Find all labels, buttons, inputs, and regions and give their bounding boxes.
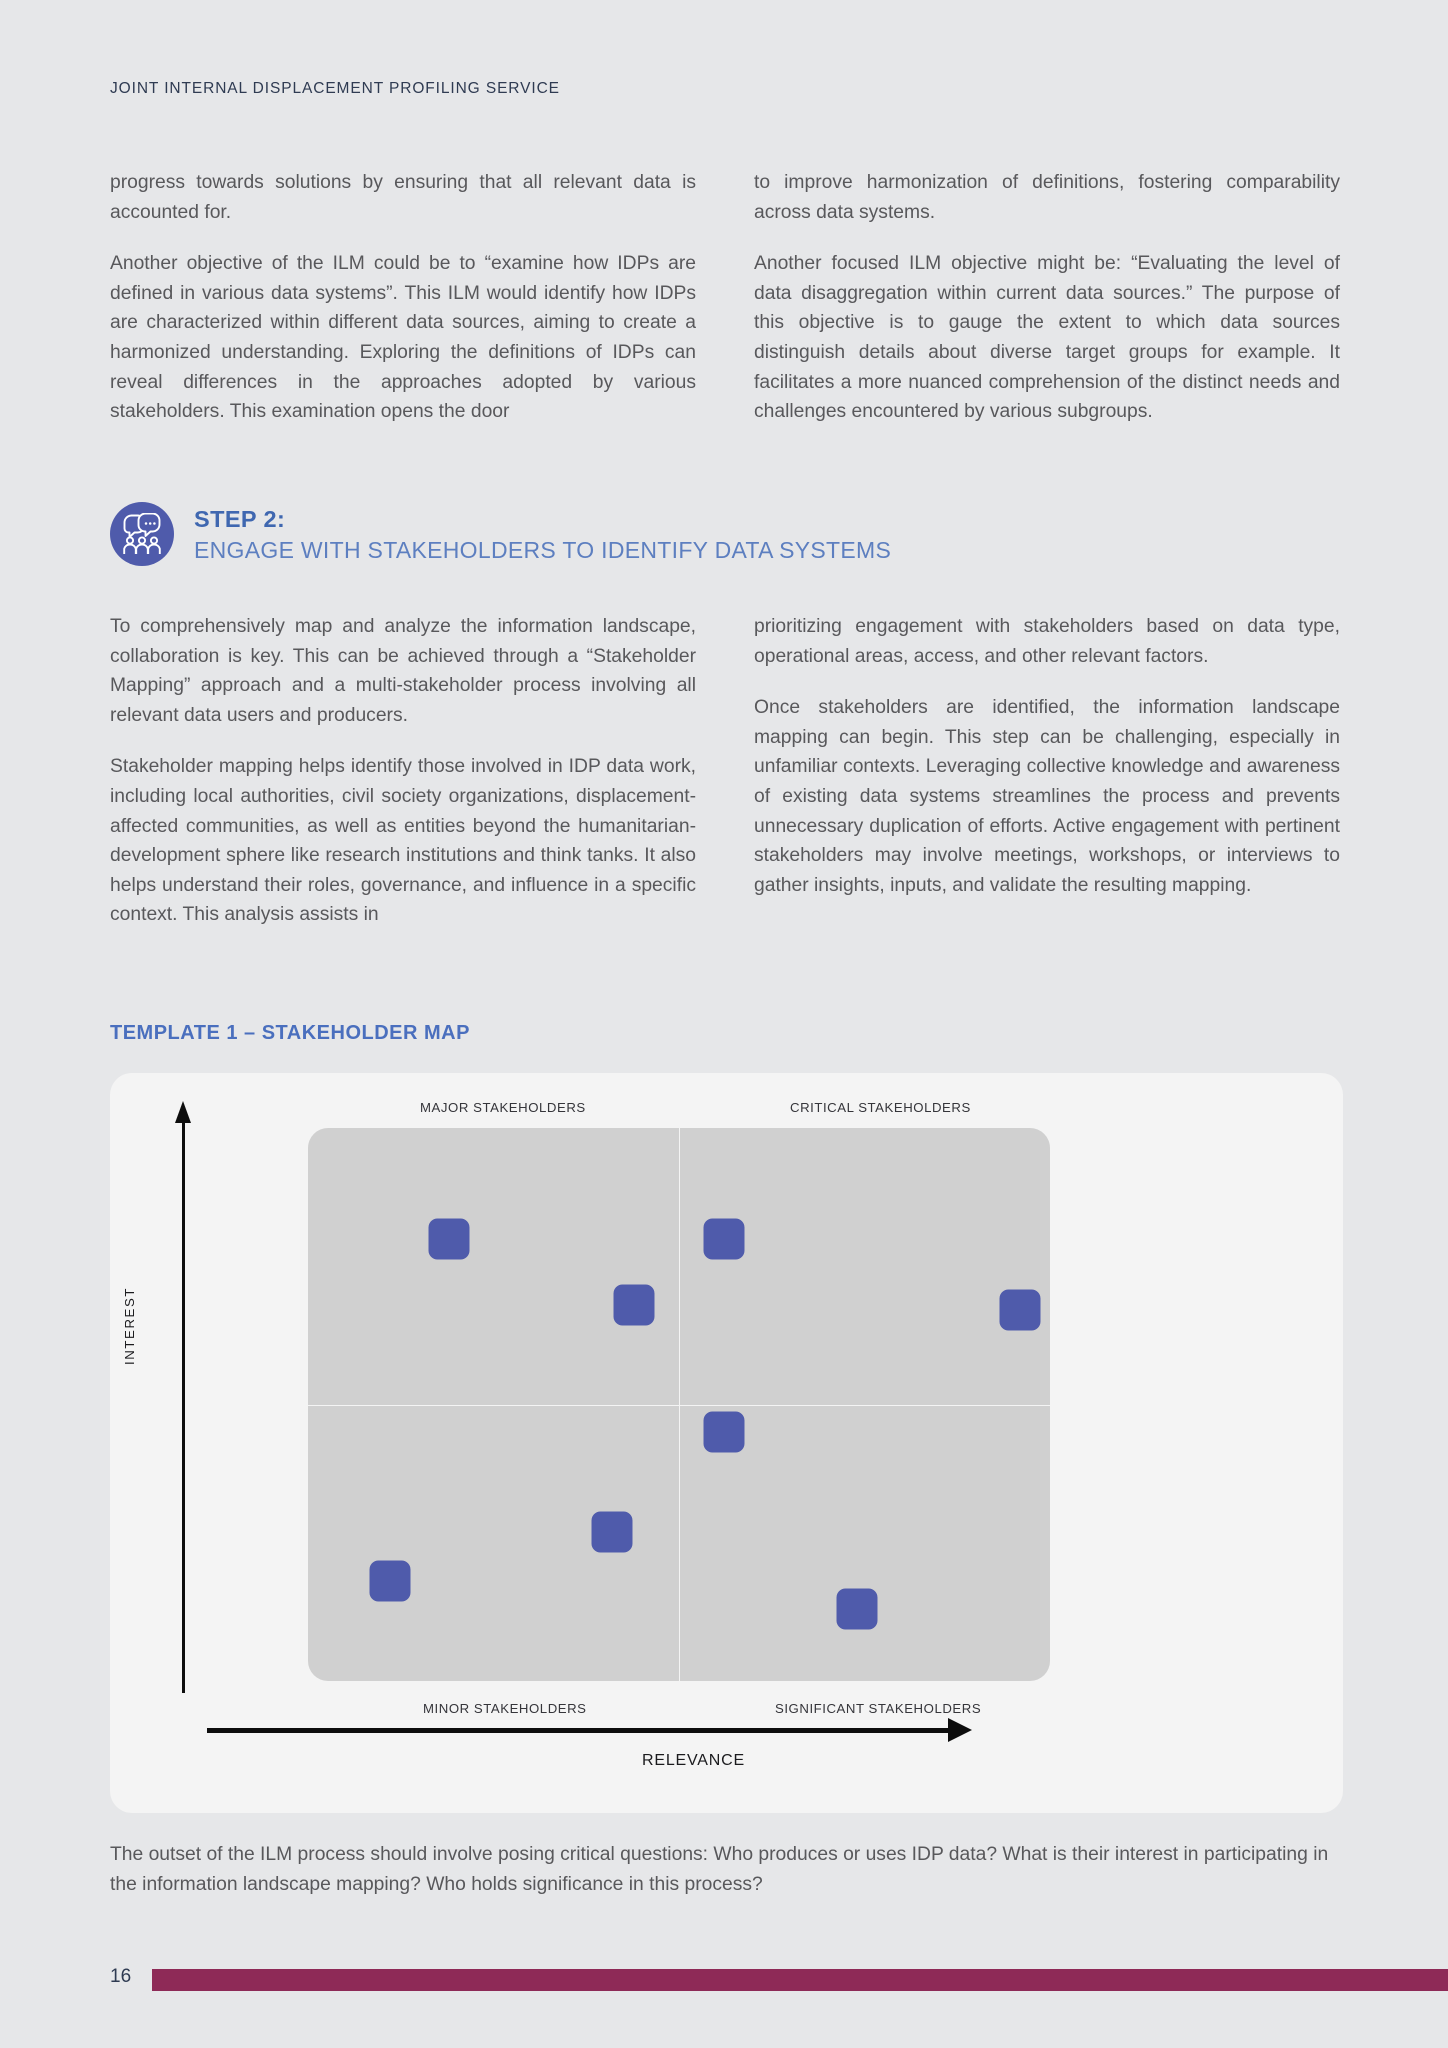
stakeholder-map-chart (110, 1073, 1343, 1813)
paragraph: Stakeholder mapping helps identify those involved in IDP data work, including local authorities, civil society organizations, displacement-affected communities, as well as entities beyond the humanitarian-development sphere like research institutions and think tanks. It also helps understand their roles, governance, and influence in a specific context. This analysis assists in (110, 756, 696, 926)
footer-bar (152, 1969, 1448, 1991)
closing-paragraph: The outset of the ILM process should involve posing critical questions: Who produces or uses IDP data? What is their interest in participating in the information landscape mapping? Who holds significance in this process? (110, 1844, 1329, 1895)
stakeholder-discussion-icon (110, 502, 174, 566)
x-axis-title: RELEVANCE (642, 1752, 745, 1769)
left-column-top (110, 168, 696, 427)
stakeholder-marker[interactable] (614, 1284, 655, 1325)
step-title: STEP 2: (194, 506, 286, 532)
running-header: JOINT INTERNAL DISPLACEMENT PROFILING SERVICE (110, 80, 560, 97)
x-axis-line (207, 1728, 953, 1733)
paragraph: progress towards solutions by ensuring that all relevant data is accounted for. (110, 172, 696, 223)
right-column-bottom (754, 612, 1340, 930)
plot-area (308, 1128, 1050, 1681)
quadrant-label-major: MAJOR STAKEHOLDERS (420, 1100, 586, 1115)
left-column-bottom (110, 612, 696, 930)
paragraph: to improve harmonization of definitions, fostering comparability across data systems. (754, 172, 1340, 223)
template-heading: TEMPLATE 1 – STAKEHOLDER MAP (110, 1022, 470, 1044)
step-subtitle: ENGAGE WITH STAKEHOLDERS TO IDENTIFY DATA SYSTEMS (194, 537, 892, 563)
paragraph: Another focused ILM objective might be: “Evaluating the level of data disaggregation within current data sources.” The purpose of this objective is to gauge the extent to which data sources distinguish details about diverse target groups for example. It facilitates a more nuanced comprehension of the distinct needs and challenges encountered by various subgroups. (754, 253, 1340, 423)
stakeholder-marker[interactable] (703, 1218, 744, 1259)
quadrant-divider-horizontal (308, 1405, 1050, 1406)
stakeholder-marker[interactable] (837, 1589, 878, 1630)
stakeholder-marker[interactable] (703, 1412, 744, 1453)
right-column-top (754, 168, 1340, 427)
y-axis-title: INTEREST (122, 1286, 137, 1365)
paragraph: prioritizing engagement with stakeholders based on data type, operational areas, access, and other relevant factors. (754, 616, 1340, 667)
page-number: 16 (110, 1966, 132, 1987)
stakeholder-marker[interactable] (369, 1561, 410, 1602)
body-columns-bottom (110, 612, 1340, 930)
quadrant-label-critical: CRITICAL STAKEHOLDERS (790, 1100, 971, 1115)
body-columns-top (110, 168, 1340, 427)
step-banner (110, 500, 891, 566)
stakeholder-marker[interactable] (428, 1218, 469, 1259)
x-axis-arrow-icon (948, 1718, 972, 1742)
paragraph: Another objective of the ILM could be to “examine how IDPs are defined in various data systems”. This ILM would identify how IDPs are characterized within different data sources, aiming to create a harmonized understanding. Exploring the definitions of IDPs can reveal differences in the approaches adopted by various stakeholders. This examination opens the door (110, 253, 696, 423)
stakeholder-marker[interactable] (1000, 1290, 1041, 1331)
quadrant-label-significant: SIGNIFICANT STAKEHOLDERS (775, 1701, 982, 1716)
step-text (194, 500, 891, 566)
paragraph: To comprehensively map and analyze the information landscape, collaboration is key. This can be achieved through a “Stakeholder Mapping” approach and a multi-stakeholder process involving all relevant data users and producers. (110, 616, 696, 726)
y-axis-line (182, 1121, 185, 1693)
paragraph: Once stakeholders are identified, the information landscape mapping can begin. This step can be challenging, especially in unfamiliar contexts. Leveraging collective knowledge and awareness of existing data systems streamlines the process and prevents unnecessary duplication of efforts. Active engagement with pertinent stakeholders may involve meetings, workshops, or interviews to gather insights, inputs, and validate the resulting mapping. (754, 697, 1340, 896)
stakeholder-marker[interactable] (592, 1511, 633, 1552)
quadrant-label-minor: MINOR STAKEHOLDERS (423, 1701, 587, 1716)
y-axis-arrow-icon (175, 1101, 191, 1123)
